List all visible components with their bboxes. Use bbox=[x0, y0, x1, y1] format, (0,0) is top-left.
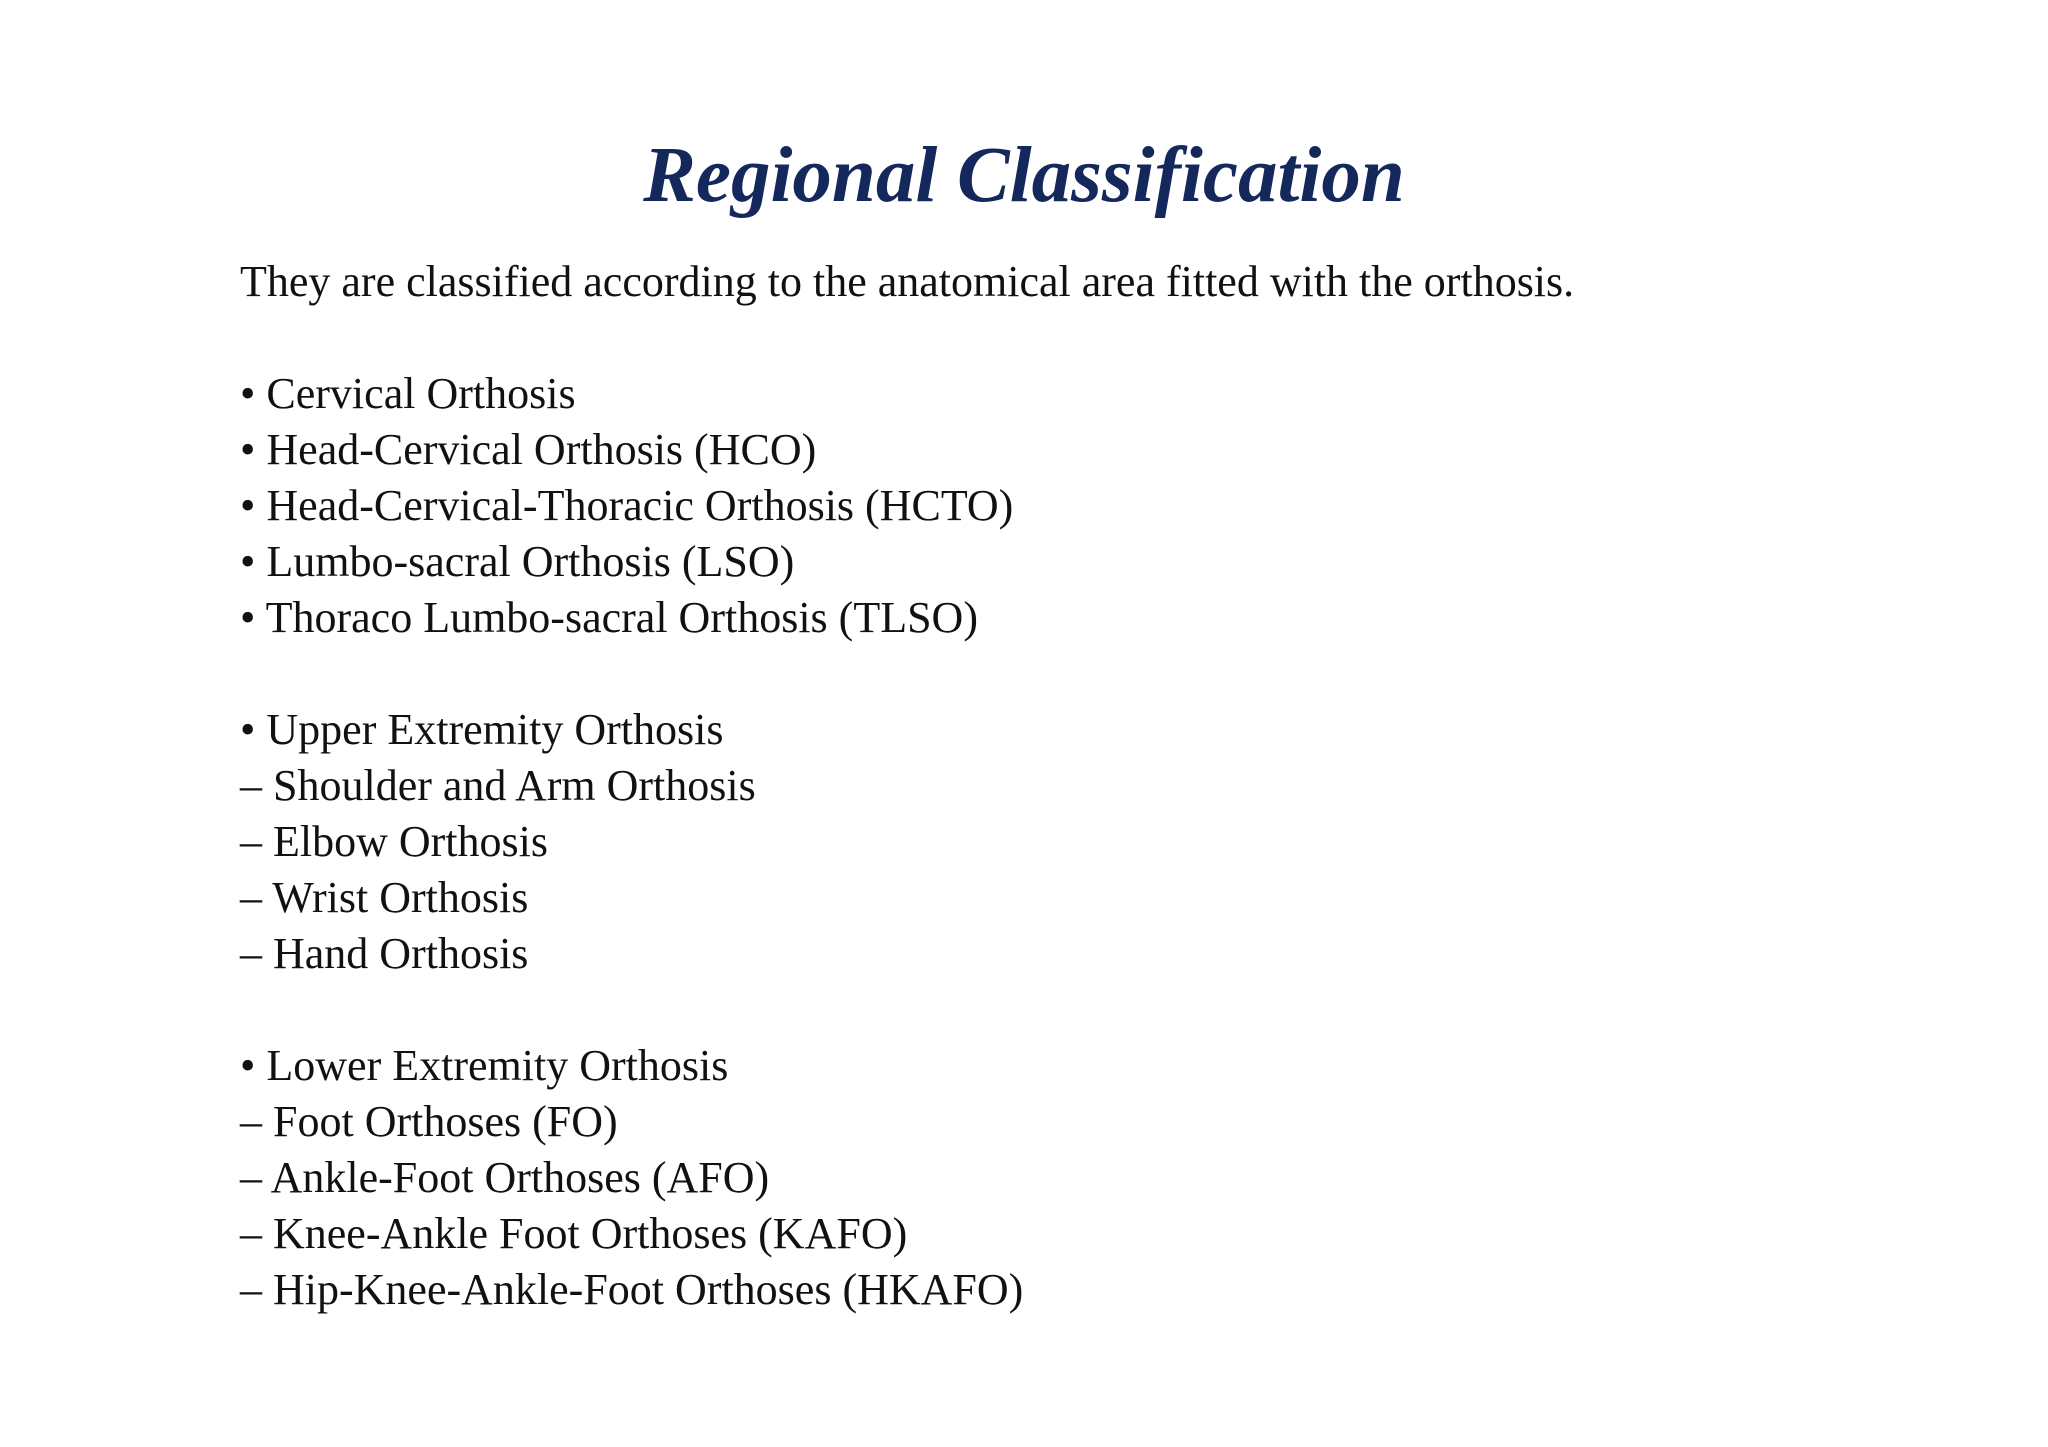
list-item-hkafo: – Hip-Knee-Ankle-Foot Orthoses (HKAFO) bbox=[240, 1265, 1024, 1314]
slide-content bbox=[240, 254, 1940, 1318]
list-item-fo: – Foot Orthoses (FO) bbox=[240, 1097, 618, 1146]
list-item-cervical: • Cervical Orthosis bbox=[240, 369, 576, 418]
list-item-elbow: – Elbow Orthosis bbox=[240, 817, 548, 866]
upper-extremity-heading: • Upper Extremity Orthosis bbox=[240, 705, 724, 754]
list-item-tlso: • Thoraco Lumbo-sacral Orthosis (TLSO) bbox=[240, 593, 978, 642]
list-item-hand: – Hand Orthosis bbox=[240, 929, 529, 978]
spacer bbox=[240, 646, 1940, 702]
list-item-hco: • Head-Cervical Orthosis (HCO) bbox=[240, 425, 817, 474]
lower-extremity-heading: • Lower Extremity Orthosis bbox=[240, 1041, 729, 1090]
spacer bbox=[240, 310, 1940, 366]
list-item-shoulder-arm: – Shoulder and Arm Orthosis bbox=[240, 761, 756, 810]
spacer bbox=[240, 982, 1940, 1038]
intro-text: They are classified according to the anatomical area fitted with the orthosis. bbox=[240, 257, 1575, 306]
list-item-kafo: – Knee-Ankle Foot Orthoses (KAFO) bbox=[240, 1209, 908, 1258]
slide-title: Regional Classification bbox=[643, 132, 1405, 219]
list-item-lso: • Lumbo-sacral Orthosis (LSO) bbox=[240, 537, 795, 586]
list-item-hcto: • Head-Cervical-Thoracic Orthosis (HCTO) bbox=[240, 481, 1014, 530]
list-item-wrist: – Wrist Orthosis bbox=[240, 873, 529, 922]
list-item-afo: – Ankle-Foot Orthoses (AFO) bbox=[240, 1153, 770, 1202]
